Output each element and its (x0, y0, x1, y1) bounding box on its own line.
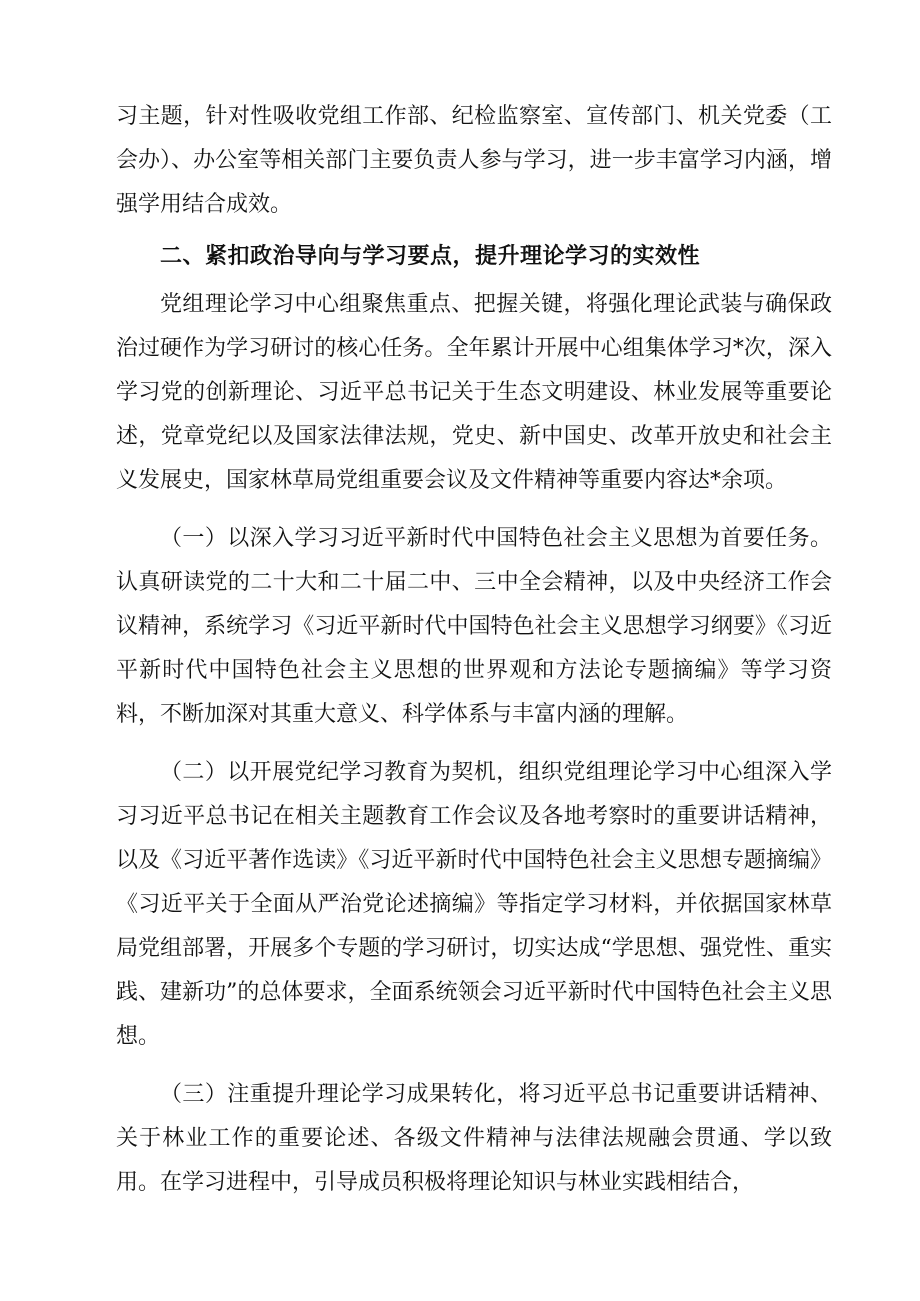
section-heading: 二、紧扣政治导向与学习要点，提升理论学习的实效性 (160, 244, 701, 269)
paragraph-item-1: （一）以深入学习习近平新时代中国特色社会主义思想为首要任务。认真研读党的二十大和二十届二中、三中全会精神，以及中央经济工作会议精神，系统学习《习近平新时代中国特色社会主义思想学习纲要》《习近平新时代中国特色社会主义思想的世界观和方法论专题摘编》等学习资料，不断加深对其重大意义、科学体系与丰富内涵的理解。 (116, 526, 832, 727)
document-page (116, 95, 832, 1205)
paragraph-item-3: （三）注重提升理论学习成果转化，将习近平总书记重要讲话精神、关于林业工作的重要论述、各级文件精神与法律法规融会贯通、学以致用。在学习进程中，引导成员积极将理论知识与林业实践相结合， (116, 1082, 832, 1195)
paragraph-item-2: （二）以开展党纪学习教育为契机，组织党组理论学习中心组深入学习习近平总书记在相关主题教育工作会议及各地考察时的重要讲话精神，以及《习近平著作选读》《习近平新时代中国特色社会主义思想专题摘编》《习近平关于全面从严治党论述摘编》等指定学习材料，并依据国家林草局党组部署，开展多个专题的学习研讨，切实达成“学思想、强党性、重实践、建新功”的总体要求，全面系统领会习近平新时代中国特色社会主义思想。 (116, 760, 832, 1049)
paragraph-continued: 习主题，针对性吸收党组工作部、纪检监察室、宣传部门、机关党委（工会办）、办公室等相关部门主要负责人参与学习，进一步丰富学习内涵，增强学用结合成效。 (116, 104, 832, 217)
paragraph-intro: 党组理论学习中心组聚焦重点、把握关键，将强化理论武装与确保政治过硬作为学习研讨的核心任务。全年累计开展中心组集体学习*次，深入学习党的创新理论、习近平总书记关于生态文明建设、林业发展等重要论述，党章党纪以及国家法律法规，党史、新中国史、改革开放史和社会主义发展史，国家林草局党组重要会议及文件精神等重要内容达*余项。 (116, 292, 832, 493)
